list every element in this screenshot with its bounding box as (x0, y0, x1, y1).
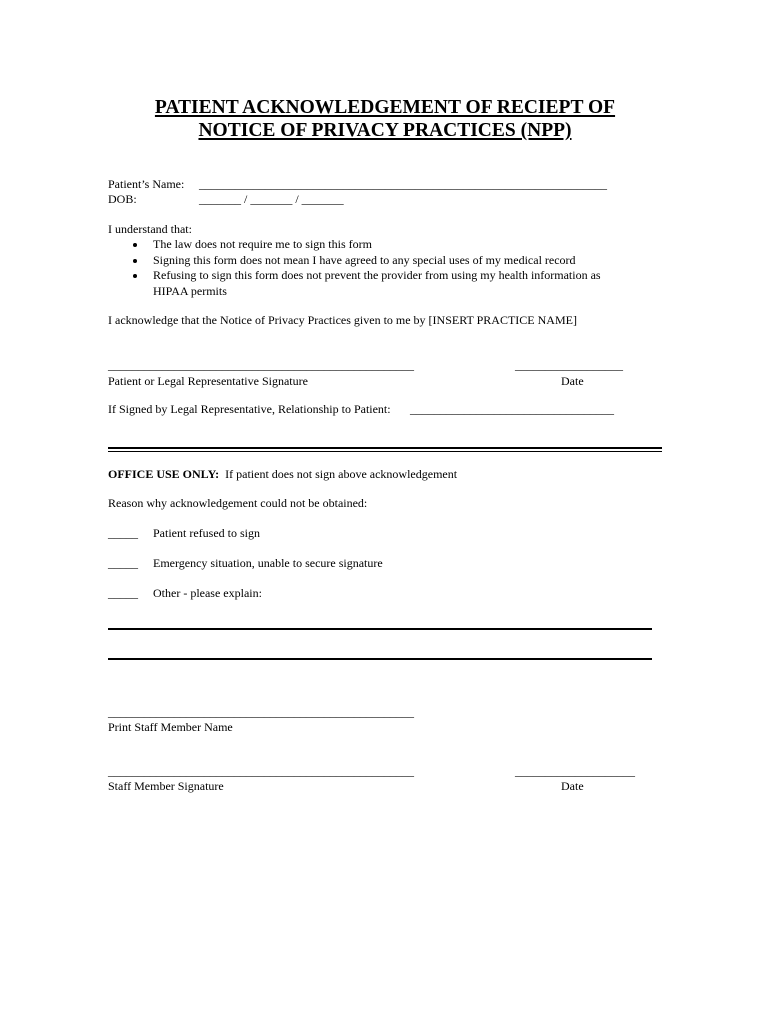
bullet-icon (133, 243, 137, 247)
option-emergency-checkbox[interactable]: _____ (108, 556, 138, 570)
understand-bullet-1: The law does not require me to sign this form (153, 237, 372, 251)
understand-bullet-3: Refusing to sign this form does not prevent the provider from using my health information as (153, 268, 601, 282)
office-use-title: OFFICE USE ONLY: (108, 467, 220, 481)
bullet-icon (133, 259, 137, 263)
acknowledge-statement: I acknowledge that the Notice of Privacy Practices given to me by [INSERT PRACTICE NAME] (108, 313, 577, 327)
section-divider (108, 447, 662, 449)
form-title-line-2: NOTICE OF PRIVACY PRACTICES (NPP) (198, 120, 572, 141)
patient-name-field[interactable]: ____________________________________________________________________ (199, 177, 607, 191)
patient-date-label: Date (561, 374, 584, 388)
explanation-line-1[interactable] (108, 628, 652, 630)
bullet-icon (133, 274, 137, 278)
reason-label: Reason why acknowledgement could not be obtained: (108, 496, 368, 510)
option-refused-checkbox[interactable]: _____ (108, 526, 138, 540)
patient-signature-label: Patient or Legal Representative Signature (108, 374, 308, 388)
option-refused-label: Patient refused to sign (153, 526, 260, 540)
option-other-checkbox[interactable]: _____ (108, 586, 138, 600)
relationship-label: If Signed by Legal Representative, Relationship to Patient: (108, 402, 391, 416)
form-title-line-1: PATIENT ACKNOWLEDGEMENT OF RECIEPT OF (154, 97, 616, 118)
office-use-heading (108, 467, 457, 482)
office-use-note: If patient does not sign above acknowledgement (225, 467, 458, 481)
staff-signature-label: Staff Member Signature (108, 779, 224, 793)
patient-signature-date-field[interactable]: __________________ (515, 358, 623, 372)
dob-field[interactable]: _______ / _______ / _______ (199, 192, 344, 206)
section-divider (108, 451, 662, 452)
staff-name-field[interactable]: ___________________________________________________ (108, 705, 414, 719)
relationship-field[interactable]: __________________________________ (410, 402, 614, 416)
explanation-line-2[interactable] (108, 658, 652, 660)
patient-signature-field[interactable]: ___________________________________________________ (108, 358, 414, 372)
understand-bullet-3-continued: HIPAA permits (153, 284, 227, 298)
dob-label: DOB: (108, 192, 137, 206)
option-other-label: Other - please explain: (153, 586, 262, 600)
form-title (0, 96, 770, 142)
staff-signature-field[interactable]: ___________________________________________________ (108, 764, 414, 778)
understand-bullet-2: Signing this form does not mean I have agreed to any special uses of my medical record (153, 253, 576, 267)
option-emergency-label: Emergency situation, unable to secure signature (153, 556, 383, 570)
understand-intro: I understand that: (108, 222, 192, 236)
staff-signature-date-field[interactable]: ____________________ (515, 764, 635, 778)
patient-name-label: Patient’s Name: (108, 177, 185, 191)
staff-date-label: Date (561, 779, 584, 793)
staff-name-label: Print Staff Member Name (108, 720, 233, 734)
